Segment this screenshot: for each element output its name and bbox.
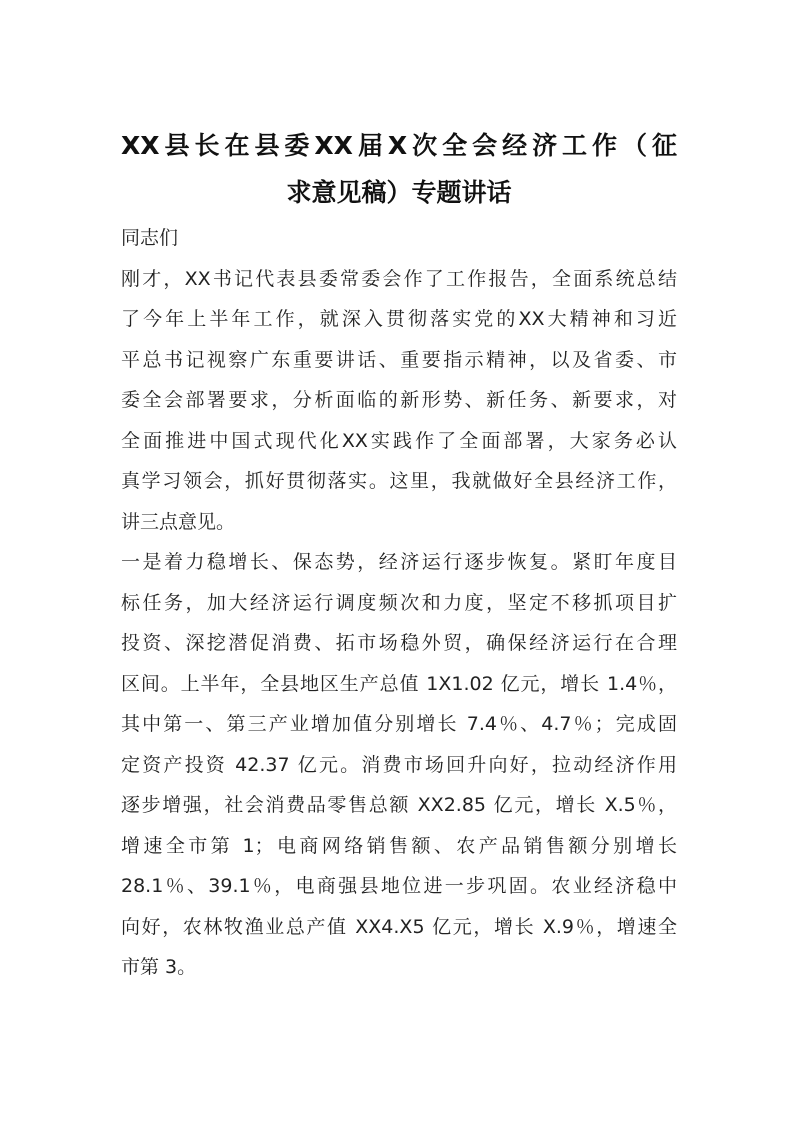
text-line: 平总书记视察广东重要讲话、重要指示精神，以及省委、市 — [121, 348, 677, 371]
text-line: 增速全市第 1；电商网络销售额、农产品销售额分别增长 — [121, 834, 677, 857]
paragraph-2 — [121, 548, 677, 994]
text-line: 其中第一、第三产业增加值分别增长 7.4％、4.7％；完成固 — [121, 713, 677, 735]
text-line: 定资产投资 42.37 亿元。消费市场回升向好，拉动经济作用 — [121, 753, 677, 776]
text-line: 全面推进中国式现代化XX实践作了全面部署，大家务必认 — [121, 429, 677, 452]
text-line: 一是着力稳增长、保态势，经济运行逐步恢复。紧盯年度目 — [121, 551, 677, 573]
text-line: 真学习领会，抓好贯彻落实。这里，我就做好全县经济工作， — [121, 470, 677, 492]
salutation: 同志们 — [121, 227, 179, 249]
text-line: 向好，农林牧渔业总产值 XX4.X5 亿元，增长 X.9％，增速全 — [121, 915, 677, 938]
text-line: 28.1％、39.1％，电商强县地位进一步巩固。农业经济稳中 — [121, 875, 677, 897]
text-line: 区间。上半年，全县地区生产总值 1X1.02 亿元，增长 1.4％， — [121, 672, 677, 695]
document-title-line-1: XX县长在县委XX届X次全会经济工作（征 — [121, 131, 677, 160]
paragraph-1 — [121, 265, 677, 549]
text-line: 了今年上半年工作，就深入贯彻落实党的XX大精神和习近 — [121, 308, 677, 330]
text-line: 投资、深挖潜促消费、拓市场稳外贸，确保经济运行在合理 — [121, 632, 677, 654]
text-line: 刚才，XX书记代表县委常委会作了工作报告，全面系统总结 — [121, 267, 677, 290]
text-line: 市第 3。 — [121, 956, 197, 978]
text-line: 标任务，加大经济运行调度频次和力度，坚定不移抓项目扩 — [121, 591, 677, 614]
text-line: 逐步增强，社会消费品零售总额 XX2.85 亿元，增长 X.5％， — [121, 794, 677, 816]
document-title-line-2: 求意见稿）专题讲话 — [286, 178, 512, 207]
text-line: 委全会部署要求，分析面临的新形势、新任务、新要求，对 — [121, 389, 677, 411]
document-body — [121, 224, 677, 994]
text-line: 讲三点意见。 — [121, 510, 236, 533]
